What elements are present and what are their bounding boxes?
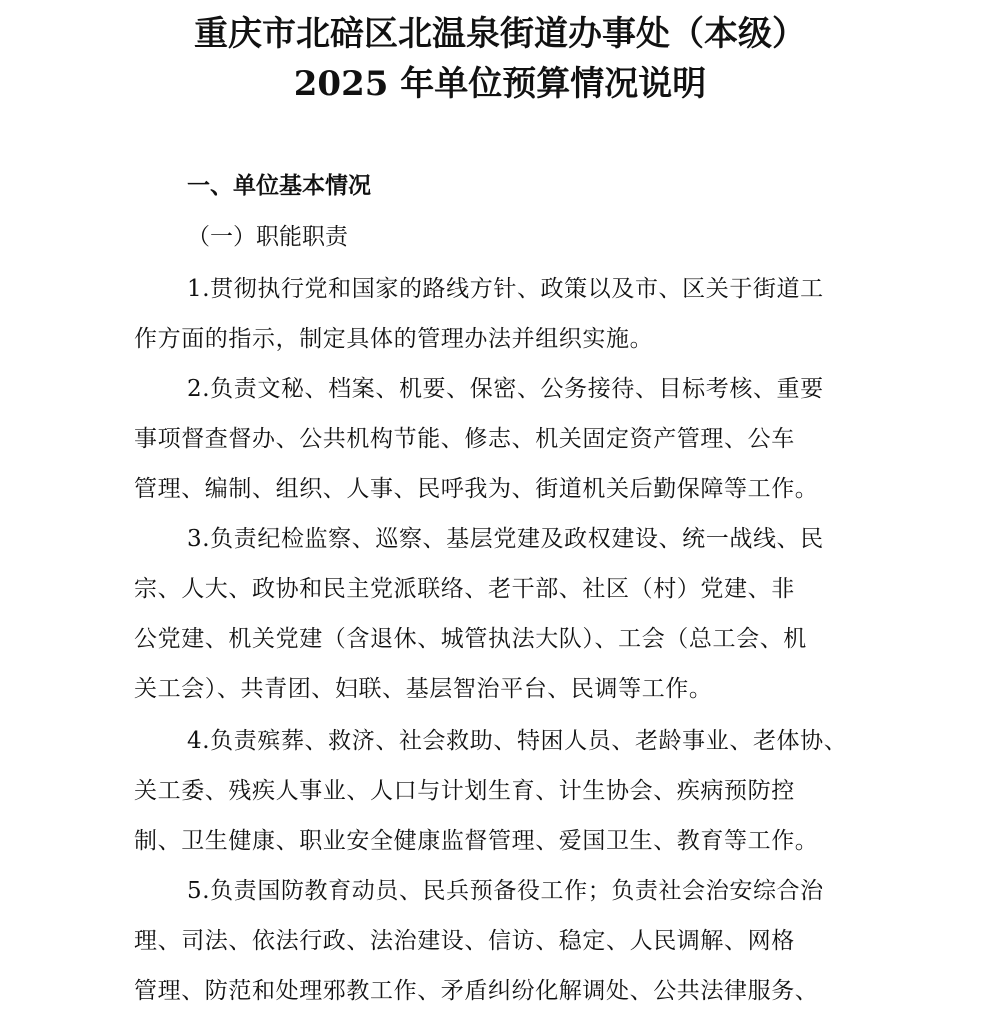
document-title-line-2: 2025 年单位预算情况说明 [293,64,707,104]
paragraph-4-line-2: 关工委、残疾人事业、人口与计划生育、计生协会、疾病预防控 [134,778,795,804]
paragraph-4-line-1: 4.负责殡葬、救济、社会救助、特困人员、老龄事业、老体协、 [187,728,848,754]
paragraph-3-line-1: 3.负责纪检监察、巡察、基层党建及政权建设、统一战线、民 [187,526,824,552]
paragraph-3-line-4: 关工会）、共青团、妇联、基层智治平台、民调等工作。 [134,676,713,702]
paragraph-5-line-1: 5.负责国防教育动员、民兵预备役工作；负责社会治安综合治 [187,878,824,904]
subsection-heading: （一）职能职责 [187,224,348,250]
paragraph-5-line-3: 管理、防范和处理邪教工作、矛盾纠纷化解调处、公共法律服务、 [134,978,819,1004]
paragraph-2-line-2: 事项督查督办、公共机构节能、修志、机关固定资产管理、公车 [134,426,795,452]
section-heading: 一、单位基本情况 [187,173,371,199]
paragraph-3-line-3: 公党建、机关党建（含退休、城管执法大队）、工会（总工会、机 [134,626,807,652]
paragraph-3-line-2: 宗、人大、政协和民主党派联络、老干部、社区（村）党建、非 [134,576,795,602]
paragraph-2-line-3: 管理、编制、组织、人事、民呼我为、街道机关后勤保障等工作。 [134,476,819,502]
paragraph-4-line-3: 制、卫生健康、职业安全健康监督管理、爱国卫生、教育等工作。 [134,828,819,854]
paragraph-1-line-1: 1.贯彻执行党和国家的路线方针、政策以及市、区关于街道工 [187,276,824,302]
paragraph-1-line-2: 作方面的指示，制定具体的管理办法并组织实施。 [134,326,654,352]
document-title-line-1: 重庆市北碚区北温泉街道办事处（本级） [194,14,806,54]
paragraph-5-line-2: 理、司法、依法行政、法治建设、信访、稳定、人民调解、网格 [134,928,795,954]
paragraph-2-line-1: 2.负责文秘、档案、机要、保密、公务接待、目标考核、重要 [187,376,824,402]
